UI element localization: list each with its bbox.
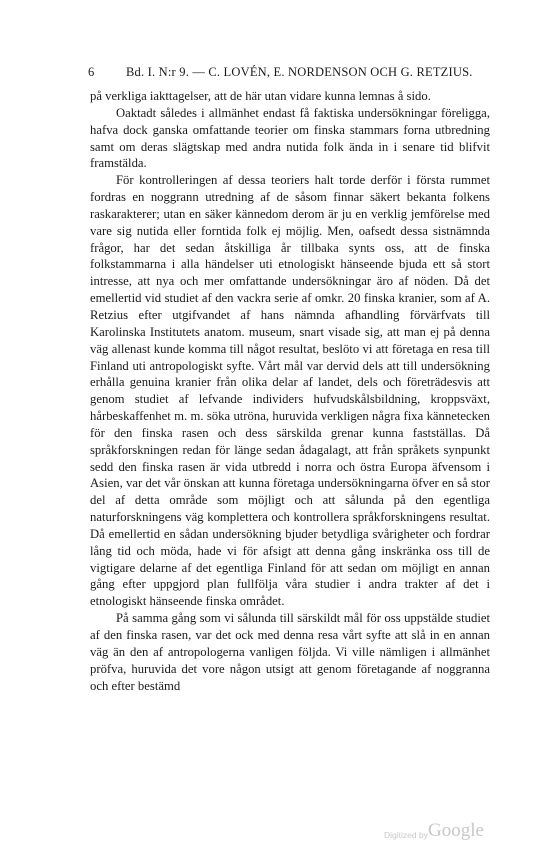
page-header xyxy=(88,64,488,80)
google-watermark xyxy=(376,820,506,844)
watermark-brand: Google xyxy=(428,820,484,841)
paragraph: För kontrolleringen af dessa teoriers halt torde derför i första rummet fordras en noggrann utredning af de såsom finnar säkert bekanta folkens raskarakterer; utan en säker kännedom derom är ju en verklig jemförelse med vare sig nutida eller forntida folk ej möjlig. Men, oafsedt dessa sistnämnda frågor, har det sedan åtskilliga år tillbaka synts oss, att de finska folkstammarna i alla händelser uti etnologiskt hänseende bjuda ett så stort intresse, att nya och mer omfattande undersökningar äro af nöden. Då det emellertid vid studiet af den vackra serie af omkr. 20 finska kranier, som af A. Retzius efter utgifvandet af hans nämnda afhandling förvärfvats till Karolinska Institutets anatom. museum, snart visade sig, att man ej på denna väg allenast kunde komma till något resultat, beslöto vi att företaga en resa till Finland uti antropologiskt syfte. Vårt mål var dervid dels att till undersökning erhålla genuina kranier från olika delar af landet, dels och företrädesvis att genom studiet af lefvande individers hufvudskålsbildning, kroppsväxt, hårbeskaffenhet m. m. söka utröna, huruvida verkligen några fixa kännetecken för den finska rasen och dess särskilda grenar kunna fastställas. Då språkforskningen redan för länge sedan ådagalagt, att från språkets synpunkt sedd den finska rasen är vida utbredd i norra och östra Europa äfvensom i Asien, var det vår önskan att kunna företaga undersökningarna öfver en så stor del af detta område som möjligt och att sålunda på den egentliga naturforskningens väg komplettera och kontrollera språkforskningens resultat. Då emellertid en sådan undersökning bjuder betydliga svårigheter och fordrar lång tid och möda, hade vi för afsigt att denna gång inskränka oss till de vigtigare delarne af det egentliga Finland för att sedan om möjligt en annan gång efter uppgjord plan fullfölja våra studier i andra trakter af det i etnologiskt hänseende finska området. xyxy=(90,173,490,609)
paragraph-continuation: på verkliga iakttagelser, att de här utan vidare kunna lemnas å sido. xyxy=(90,89,431,103)
body-text xyxy=(90,88,490,694)
watermark-prefix: Digitized by xyxy=(384,830,428,840)
paragraph: På samma gång som vi sålunda till särskildt mål för oss uppstälde studiet af den finska rasen, var det ock med denna resa vårt syfte att slå in en annan väg än den af antropologerna vanligen följda. Vi ville nämligen i allmänhet pröfva, huruvida det vore någon utsigt att genom företagande af noggranna och efter bestämd xyxy=(90,611,490,693)
running-head: Bd. I. N:r 9. — C. LOVÉN, E. NORDENSON OCH G. RETZIUS. xyxy=(126,65,473,79)
page-number: 6 xyxy=(88,65,95,79)
paragraph: Oaktadt således i allmänhet endast få faktiska undersökningar föreligga, hafva dock ganska omfattande teorier om finska stammars forna utbredning samt om deras slägtskap med andra nutida folk ända in i senare tid blifvit framstälda. xyxy=(90,105,490,171)
